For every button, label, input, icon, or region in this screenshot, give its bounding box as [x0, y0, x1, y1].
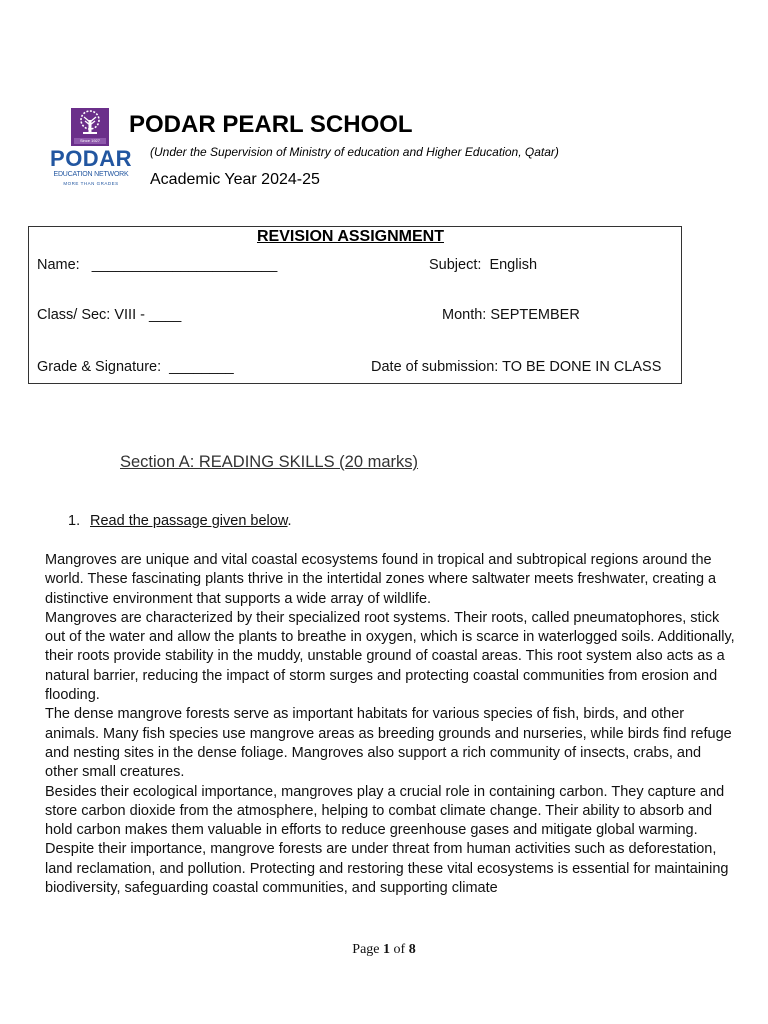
- reading-passage: [45, 551, 735, 898]
- page-word: Page: [352, 942, 380, 957]
- name-field[interactable]: Name: _______________________: [37, 257, 278, 273]
- page-footer: [0, 942, 768, 958]
- supervision-note: (Under the Supervision of Ministry of education and Higher Education, Qatar): [150, 145, 559, 159]
- question-instruction: [90, 513, 292, 529]
- logo-network: EDUCATION NETWORK: [53, 171, 129, 178]
- academic-year: Academic Year 2024-25: [150, 171, 320, 188]
- date-of-submission: Date of submission: TO BE DONE IN CLASS: [371, 359, 662, 375]
- grade-signature-field[interactable]: Grade & Signature: ________: [37, 359, 234, 375]
- month-label: Month: SEPTEMBER: [442, 307, 580, 323]
- logo-tagline: MORE THAN GRADES: [63, 181, 119, 186]
- assignment-title: REVISION ASSIGNMENT: [257, 228, 444, 245]
- school-name: PODAR PEARL SCHOOL: [129, 111, 413, 138]
- subject-label: Subject: English: [429, 257, 538, 273]
- of-word: of: [393, 942, 406, 957]
- passage-paragraph: Besides their ecological importance, mangroves play a crucial role in containing carbon. They capture and store carbon dioxide from the atmosphere, helping to combat climate change. Their ability to absorb and hold carbon makes them valuable in efforts to reduce greenhouse gases and mitigate global warming.: [45, 783, 725, 839]
- passage-paragraph: Despite their importance, mangrove forests are under threat from human activities such as deforestation, land reclamation, and pollution. Protecting and restoring these vital ecosystems is essential for maintaining biodiversity, safeguarding coastal communities, and supporting climate: [45, 841, 729, 897]
- logo-since: Since 1927: [74, 138, 106, 144]
- passage-paragraph: The dense mangrove forests serve as important habitats for various species of fish, birds, and other animals. Many fish species use mangrove areas as breeding grounds and nurseries, while birds find refuge and nesting sites in the dense foliage. Mangroves also support a rich community of insects, crabs, and other small creatures.: [45, 706, 732, 781]
- question-number: 1.: [68, 513, 81, 529]
- school-logo: [45, 107, 137, 189]
- passage-paragraph: Mangroves are unique and vital coastal ecosystems found in tropical and subtropical regions around the world. These fascinating plants thrive in the intertidal zones where saltwater meets freshwater, creating a distinctive environment that supports a wide array of wildlife.: [45, 552, 717, 607]
- passage-paragraph: Mangroves are characterized by their specialized root systems. Their roots, called pneumatophores, stick out of the water and allow the plants to breathe in oxygen, which is scarce in waterlogged soils. Additionally, their roots provide stability in the muddy, unstable ground of coastal areas. This root system also acts as a natural barrier, reducing the impact of storm surges and protecting coastal communities from erosion and flooding.: [45, 609, 735, 704]
- question-punct: .: [287, 513, 292, 529]
- logo-wordmark: PODAR: [50, 146, 132, 171]
- section-title: Section A: READING SKILLS (20 marks): [120, 453, 419, 471]
- question-instruction-text: Read the passage given below: [90, 513, 288, 529]
- page-current: 1: [383, 942, 391, 957]
- class-section-field[interactable]: Class/ Sec: VIII - ____: [37, 307, 182, 323]
- page-total: 8: [408, 942, 416, 957]
